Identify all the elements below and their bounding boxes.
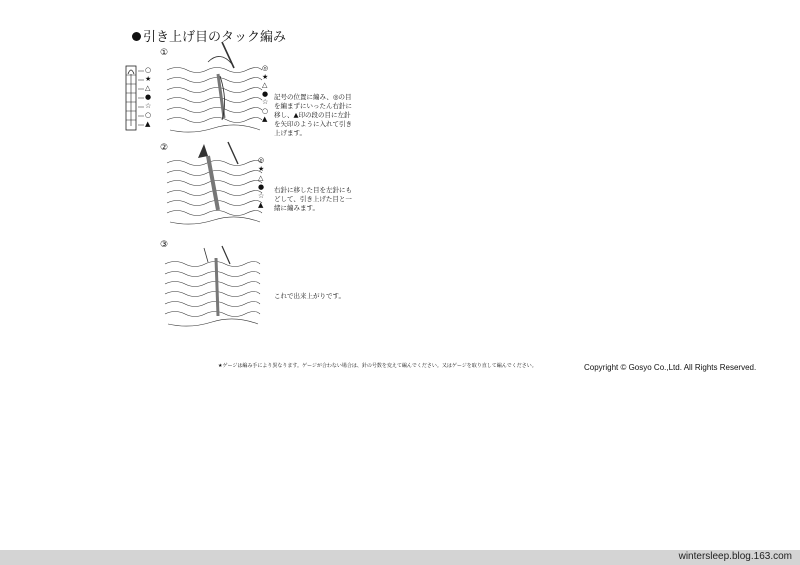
step-marker: ☆ — [258, 192, 265, 200]
step-marker: ★ — [262, 72, 269, 81]
chart-marker: ▲ — [145, 120, 151, 128]
chart-marker: ○ — [145, 66, 152, 74]
watermark-text: wintersleep.blog.163.com — [678, 551, 792, 562]
step-3-knitting-illustration — [160, 244, 268, 334]
step-marker: △ — [258, 174, 264, 182]
copyright-notice: Copyright © Gosyo Co.,Ltd. All Rights Reserved. — [584, 363, 757, 372]
step-2-markers — [258, 156, 264, 210]
step-marker: ☆ — [262, 98, 269, 106]
gauge-footnote: ★ゲージは編み手により異なります。ゲージが合わない場合は、針の号数を変えて編んでください。又はゲージを取り直して編んでください。 — [218, 363, 537, 369]
step-1-description: 記号の位置に編み、◎の目を編まずにいったん右針に移し、▲印の段の目に左針を矢印のように入れて引き上げます。 — [274, 93, 352, 137]
page-title-text: 引き上げ目のタック編み — [143, 30, 287, 45]
step-marker: ▲ — [258, 201, 264, 209]
symbol-chart-diagram — [122, 60, 162, 136]
step-marker: ● — [258, 183, 265, 191]
step-marker: ★ — [258, 165, 265, 173]
step-marker: ◎ — [258, 156, 265, 164]
step-3-description: これで出来上がりです。 — [274, 292, 345, 300]
step-marker: ▲ — [262, 115, 268, 123]
step-1-number: ① — [160, 48, 169, 58]
title-bullet-icon — [132, 32, 141, 41]
step-2-description: 右針に移した目を左針にもどして、引き上げた目と一緒に編みます。 — [274, 186, 352, 212]
chart-marker: ★ — [145, 75, 152, 83]
chart-marker: ☆ — [145, 102, 152, 110]
symbol-chart-markers — [145, 66, 151, 129]
step-2-knitting-illustration — [162, 138, 270, 230]
step-3-number: ③ — [160, 240, 169, 250]
step-marker: ◎ — [262, 64, 269, 72]
chart-marker: ○ — [145, 111, 152, 119]
step-2-number: ② — [160, 143, 169, 153]
chart-marker: △ — [145, 84, 151, 92]
step-1-markers — [262, 64, 268, 124]
watermark-bar — [0, 550, 800, 565]
step-marker: △ — [262, 81, 268, 89]
step-1-knitting-illustration — [162, 40, 270, 140]
step-marker: ● — [262, 89, 269, 98]
step-marker: ○ — [262, 106, 269, 115]
chart-marker: ● — [145, 93, 152, 101]
